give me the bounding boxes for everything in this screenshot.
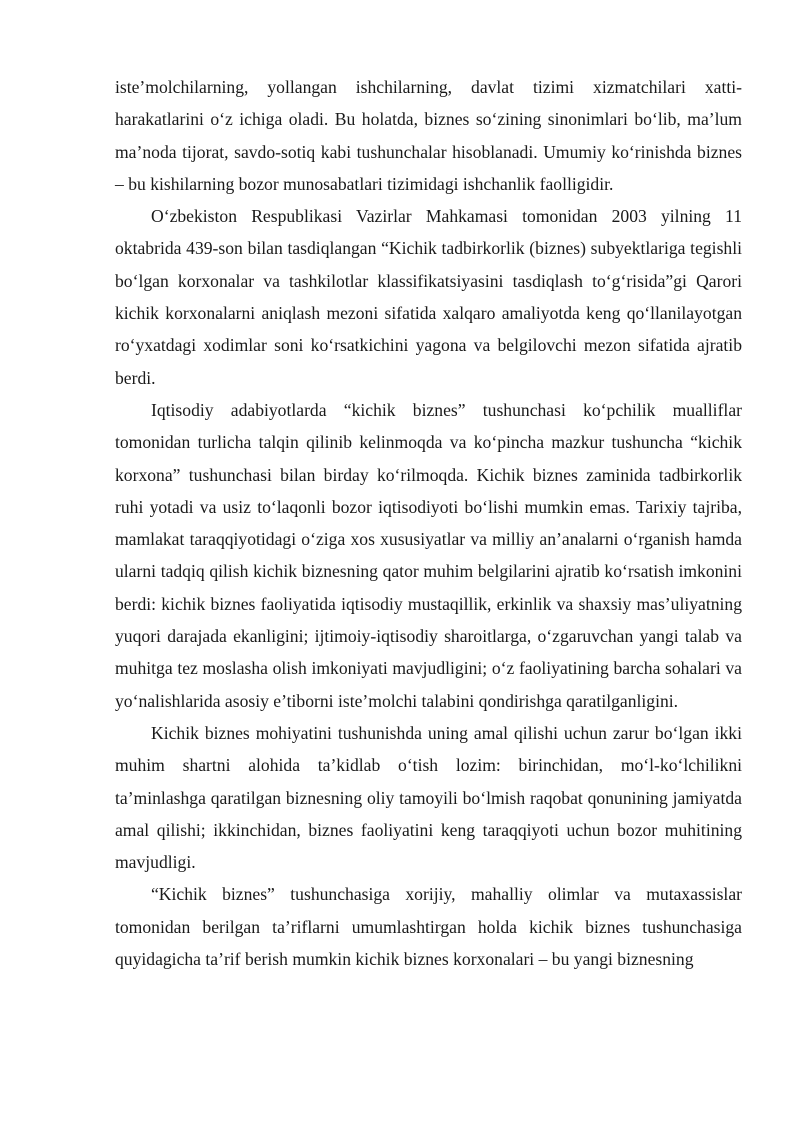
paragraph-2: O‘zbekiston Respublikasi Vazirlar Mahkamasi tomonidan 2003 yilning 11 oktabrida 439-son bilan tasdiqlangan “Kichik tadbirkorlik (biznes) subyektlariga tegishli bo‘lgan korxonalar va tashkilotlar klassifikatsiyasini tasdiqlash to‘g‘risida”gi Qarori kichik korxonalarni aniqlash mezoni sifatida xalqaro amaliyotda keng qo‘llanilayotgan ro‘yxatdagi xodimlar soni ko‘rsatkichini yagona va belgilovchi mezon sifatida ajratib berdi. [115, 206, 742, 388]
paragraph-3: Iqtisodiy adabiyotlarda “kichik biznes” tushunchasi ko‘pchilik mualliflar tomonidan turlicha talqin qilinib kelinmoqda va ko‘pincha mazkur tushuncha “kichik korxona” tushunchasi bilan birday ko‘rilmoqda. Kichik biznes zaminida tadbirkorlik ruhi yotadi va usiz to‘laqonli bozor iqtisodiyoti bo‘lishi mumkin emas. Tarixiy tajriba, mamlakat taraqqiyotidagi o‘ziga xos xususiyatlar va milliy an’analarni o‘rganish hamda ularni tadqiq qilish kichik biznesning qator muhim belgilarini ajratib ko‘rsatish imkonini berdi: kichik biznes faoliyatida iqtisodiy mustaqillik, erkinlik va shaxsiy mas’uliyatning yuqori darajada ekanligini; ijtimoiy-iqtisodiy sharoitlarga, o‘zgaruvchan yangi talab va muhitga tez moslasha olish imkoniyati mavjudligini; o‘z faoliyatining barcha sohalari va yo‘nalishlarida asosiy e’tiborni iste’molchi talabini qondirishga qaratilganligini. [115, 399, 742, 711]
paragraph-5: “Kichik biznes” tushunchasiga xorijiy, mahalliy olimlar va mutaxassislar tomonidan berilgan ta’riflarni umumlashtirgan holda kichik biznes tushunchasiga quyidagicha ta’rif berish mumkin kichik biznes korxonalari – bu yangi biznesning [115, 884, 742, 970]
paragraph-1: iste’molchilarning, yollangan ishchilarning, davlat tizimi xizmatchilari xatti-harakatlarini o‘z ichiga oladi. Bu holatda, biznes so‘zining sinonimlari bo‘lib, ma’lum ma’noda tijorat, savdo-sotiq kabi tushunchalar hisoblanadi. Umumiy ko‘rinishda biznes – bu kishilarning bozor munosabatlari tizimidagi ishchanlik faolligidir. [115, 77, 742, 194]
paragraph-4: Kichik biznes mohiyatini tushunishda uning amal qilishi uchun zarur bo‘lgan ikki muhim shartni alohida ta’kidlab o‘tish lozim: birinchidan, mo‘l-ko‘lchilikni ta’minlashga qaratilgan biznesning oliy tamoyili bo‘lmish raqobat qonunining jamiyatda amal qilishi; ikkinchidan, biznes faoliyatini keng taraqqiyoti uchun bozor muhitining mavjudligi. [115, 722, 742, 873]
document-page [115, 71, 742, 975]
